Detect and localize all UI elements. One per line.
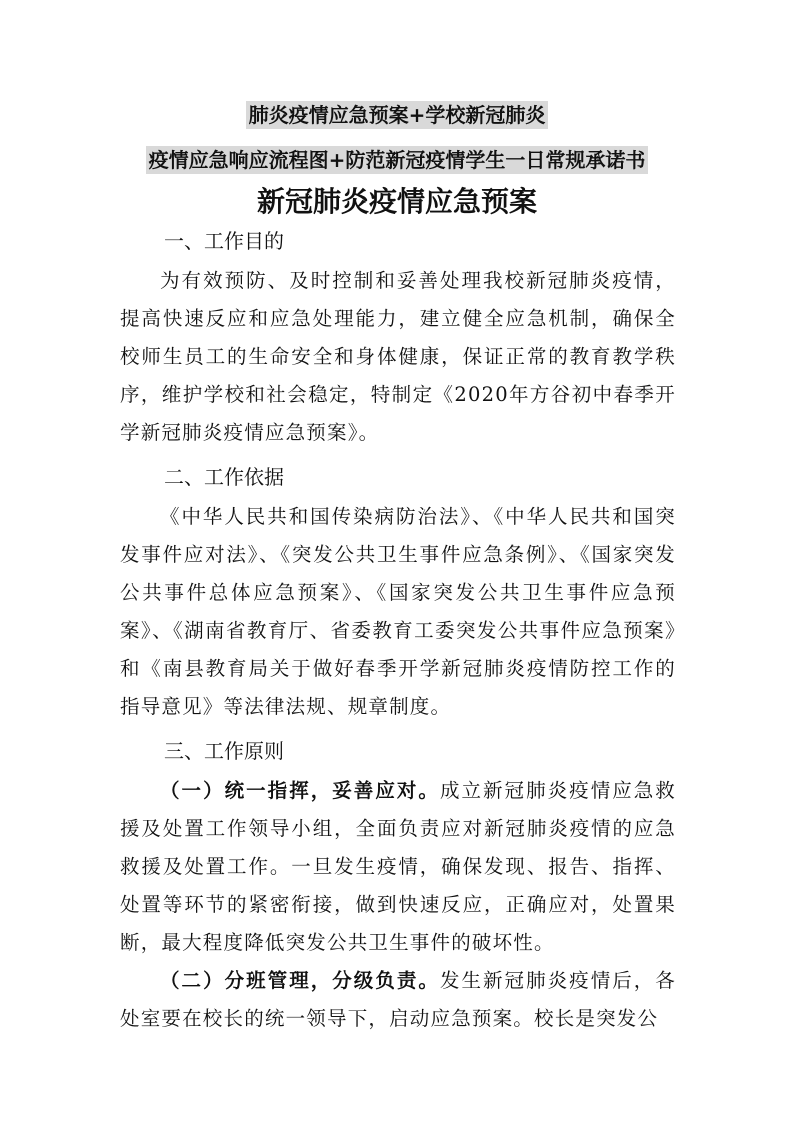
banner-line-2 <box>0 145 794 175</box>
section-paragraph-purpose: 为有效预防、及时控制和妥善处理我校新冠肺炎疫情，提高快速反应和应急处理能力，建立健全应急机制，确保全校师生员工的生命安全和身体健康，保证正常的教育教学秩序，维护学校和社会稳定，特制定《2020年方谷初中春季开学新冠肺炎疫情应急预案》。 <box>120 269 676 444</box>
document-title: 新冠肺炎疫情应急预案 <box>256 185 537 218</box>
section-heading-principles: 三、工作原则 <box>164 739 284 763</box>
principle-2-lead: （二）分班管理，分级负责。 <box>160 969 440 992</box>
principle-1-text: 成立新冠肺炎疫情应急救援及处置工作领导小组，全面负责应对新冠肺炎疫情的应急救援及处置工作。一旦发生疫情，确保发现、报告、指挥、处置等环节的紧密衔接，做到快速反应，正确应对，处置果断，最大程度降低突发公共卫生事件的破坏性。 <box>120 779 676 954</box>
banner-line-1-text: 肺炎疫情应急预案+学校新冠肺炎 <box>246 101 549 129</box>
banner-line-1 <box>0 100 794 130</box>
principle-1-lead: （一）统一指挥，妥善应对。 <box>160 779 440 802</box>
section-paragraph-basis: 《中华人民共和国传染病防治法》、《中华人民共和国突发事件应对法》、《突发公共卫生事件应急条例》、《国家突发公共事件总体应急预案》、《国家突发公共卫生事件应急预案》、《湖南省教育厅、省委教育工委突发公共事件应急预案》和《南县教育局关于做好春季开学新冠肺炎疫情防控工作的指导意见》等法律法规、规章制度。 <box>120 505 676 718</box>
banner-line-2-text: 疫情应急响应流程图+防范新冠疫情学生一日常规承诺书 <box>146 146 649 174</box>
section-heading-purpose: 一、工作目的 <box>164 229 284 253</box>
section-heading-basis: 二、工作依据 <box>164 465 284 489</box>
principle-2-text: 发生新冠肺炎疫情后，各处室要在校长的统一领导下，启动应急预案。校长是突发公 <box>120 969 676 1030</box>
document-body <box>120 220 676 1038</box>
principle-paragraph-2 <box>120 962 676 1038</box>
principle-paragraph-1 <box>120 772 676 962</box>
